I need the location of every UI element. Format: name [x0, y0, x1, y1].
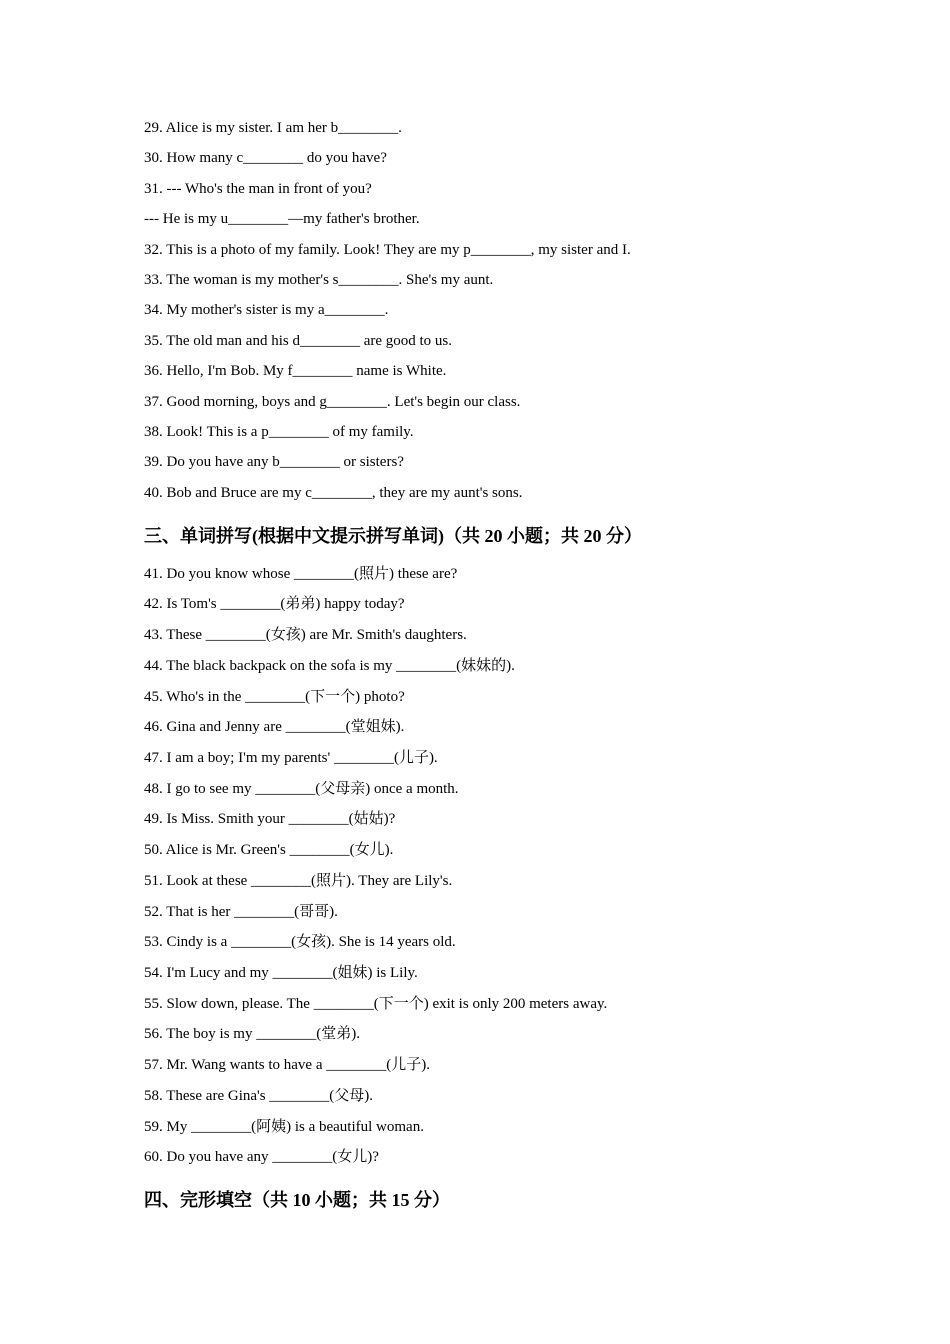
question-60: 60. Do you have any ________(女儿)?	[144, 1149, 379, 1165]
question-54: 54. I'm Lucy and my ________(姐妹) is Lily.	[144, 965, 418, 981]
question-35: 35. The old man and his d________ are good to us.	[144, 333, 453, 349]
question-59: 59. My ________(阿姨) is a beautiful woman.	[144, 1119, 424, 1135]
question-36: 36. Hello, I'm Bob. My f________ name is White.	[144, 363, 447, 379]
section-4-heading: 四、完形填空（共 10 小题；共 15 分）	[144, 1190, 450, 1210]
question-43: 43. These ________(女孩) are Mr. Smith's daughters.	[144, 627, 467, 643]
question-32: 32. This is a photo of my family. Look! They are my p________, my sister and I.	[144, 242, 631, 258]
question-30: 30. How many c________ do you have?	[144, 150, 387, 166]
question-41: 41. Do you know whose ________(照片) these are?	[144, 566, 458, 582]
question-40: 40. Bob and Bruce are my c________, they are my aunt's sons.	[144, 485, 523, 501]
question-45: 45. Who's in the ________(下一个) photo?	[144, 689, 405, 705]
section-3-heading: 三、单词拼写(根据中文提示拼写单词)（共 20 小题；共 20 分）	[144, 526, 642, 546]
question-50: 50. Alice is Mr. Green's ________(女儿).	[144, 842, 394, 858]
question-42: 42. Is Tom's ________(弟弟) happy today?	[144, 596, 405, 612]
question-38: 38. Look! This is a p________ of my family.	[144, 424, 414, 440]
question-29: 29. Alice is my sister. I am her b________.	[144, 120, 402, 136]
question-33: 33. The woman is my mother's s________. She's my aunt.	[144, 272, 494, 288]
question-55: 55. Slow down, please. The ________(下一个) exit is only 200 meters away.	[144, 996, 608, 1012]
question-31: 31. --- Who's the man in front of you?	[144, 181, 372, 197]
question-37: 37. Good morning, boys and g________. Let's begin our class.	[144, 394, 521, 410]
question-44: 44. The black backpack on the sofa is my ________(妹妹的).	[144, 658, 515, 674]
question-39: 39. Do you have any b________ or sisters?	[144, 454, 404, 470]
question-58: 58. These are Gina's ________(父母).	[144, 1088, 374, 1104]
question-49: 49. Is Miss. Smith your ________(姑姑)?	[144, 811, 396, 827]
question-47: 47. I am a boy; I'm my parents' ________(儿子).	[144, 750, 438, 766]
question-52: 52. That is her ________(哥哥).	[144, 904, 338, 920]
question-51: 51. Look at these ________(照片). They are Lily's.	[144, 873, 453, 889]
question-57: 57. Mr. Wang wants to have a ________(儿子).	[144, 1057, 430, 1073]
question-34: 34. My mother's sister is my a________.	[144, 302, 389, 318]
question-46: 46. Gina and Jenny are ________(堂姐妹).	[144, 719, 405, 735]
question-56: 56. The boy is my ________(堂弟).	[144, 1026, 360, 1042]
question-53: 53. Cindy is a ________(女孩). She is 14 years old.	[144, 934, 456, 950]
question-31-answer-line: --- He is my u________—my father's brother.	[144, 211, 420, 227]
question-48: 48. I go to see my ________(父母亲) once a month.	[144, 781, 459, 797]
